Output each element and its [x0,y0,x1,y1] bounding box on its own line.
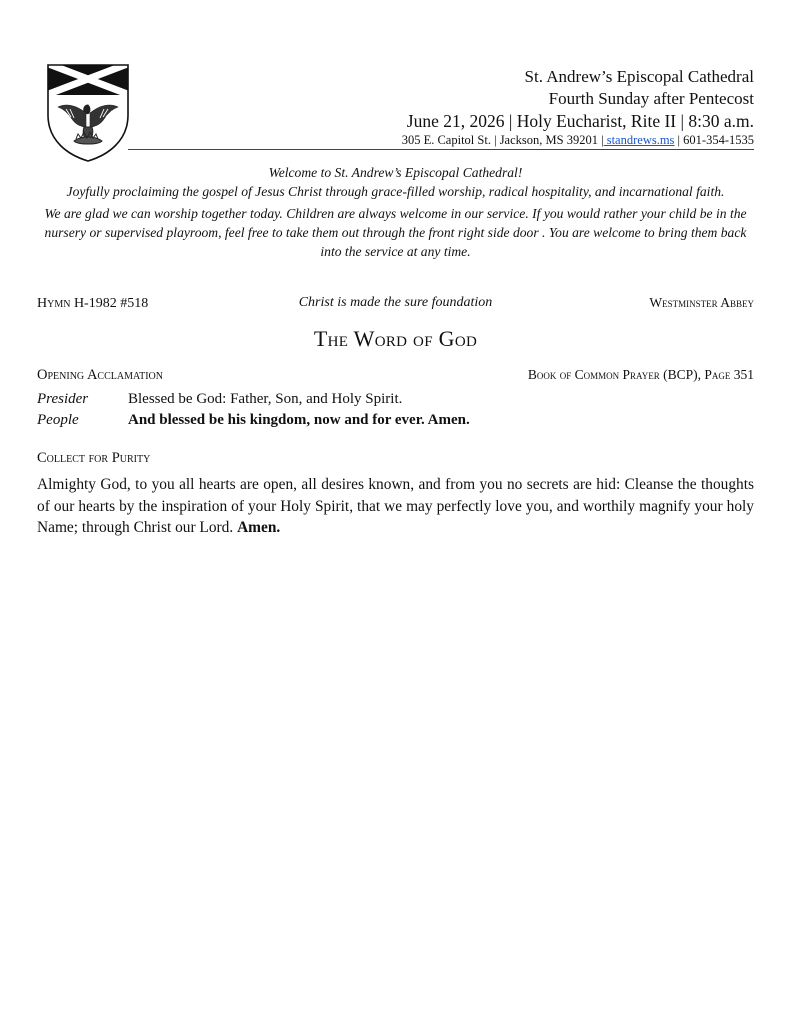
service-line: June 21, 2026 | Holy Eucharist, Rite II | 8:30 a.m. [406,111,754,131]
welcome-block [37,163,754,261]
welcome-greeting: Welcome to St. Andrew’s Episcopal Cathedral! [268,165,523,180]
mission-statement: Joyfully proclaiming the gospel of Jesus Christ through grace-filled worship, radical hospitality, and incarnational faith. [66,184,725,199]
collect-heading: Collect for Purity [37,450,151,466]
collect-body [37,474,754,539]
cathedral-crest-icon [46,63,130,163]
hymn-title: Christ is made the sure foundation [298,295,493,310]
acclamation-heading: Opening Acclamation [37,367,163,383]
collect-text: Almighty God, to you all hearts are open, all desires known, and from you no secrets are hid: Cleanse the thoughts of our hearts by the inspiration of your Holy Spirit, that we may perfectly love you, and worthily magnify your holy Name; through Christ our Lord. [37,476,754,536]
hymn-label: Hymn H-1982 #518 [37,296,149,311]
acclamation-dialog [37,389,754,431]
dialog-line-presider [37,389,754,410]
section-title: The Word of God [313,326,478,351]
collect-amen: Amen. [237,519,281,536]
children-note: We are glad we can worship together today. Children are always welcome in our service. If you would rather your child be in the nursery or supervised playroom, feel free to take them out through the front right side door . You are welcome to bring them back into the service at any time. [44,206,747,259]
phone-text: | 601-354-1535 [674,133,754,147]
website-link[interactable]: standrews.ms [603,133,675,147]
header-block [402,66,754,149]
role-label: People [37,412,79,428]
occasion: Fourth Sunday after Pentecost [548,89,754,108]
dialog-text: And blessed be his kingdom, now and for ever. Amen. [128,412,470,428]
header-divider [128,149,754,150]
address-text: 305 E. Capitol St. | Jackson, MS 39201 | [401,133,604,147]
cathedral-name: St. Andrew’s Episcopal Cathedral [524,67,754,86]
hymn-tune: Westminster Abbey [649,295,754,310]
dialog-text: Blessed be God: Father, Son, and Holy Spirit. [128,391,403,407]
acclamation-reference: Book of Common Prayer (BCP), Page 351 [527,367,754,382]
acclamation-heading-row [37,367,754,384]
address-line [402,132,754,149]
dialog-line-people [37,410,754,431]
role-label: Presider [37,391,89,407]
hymn-row [37,295,754,312]
